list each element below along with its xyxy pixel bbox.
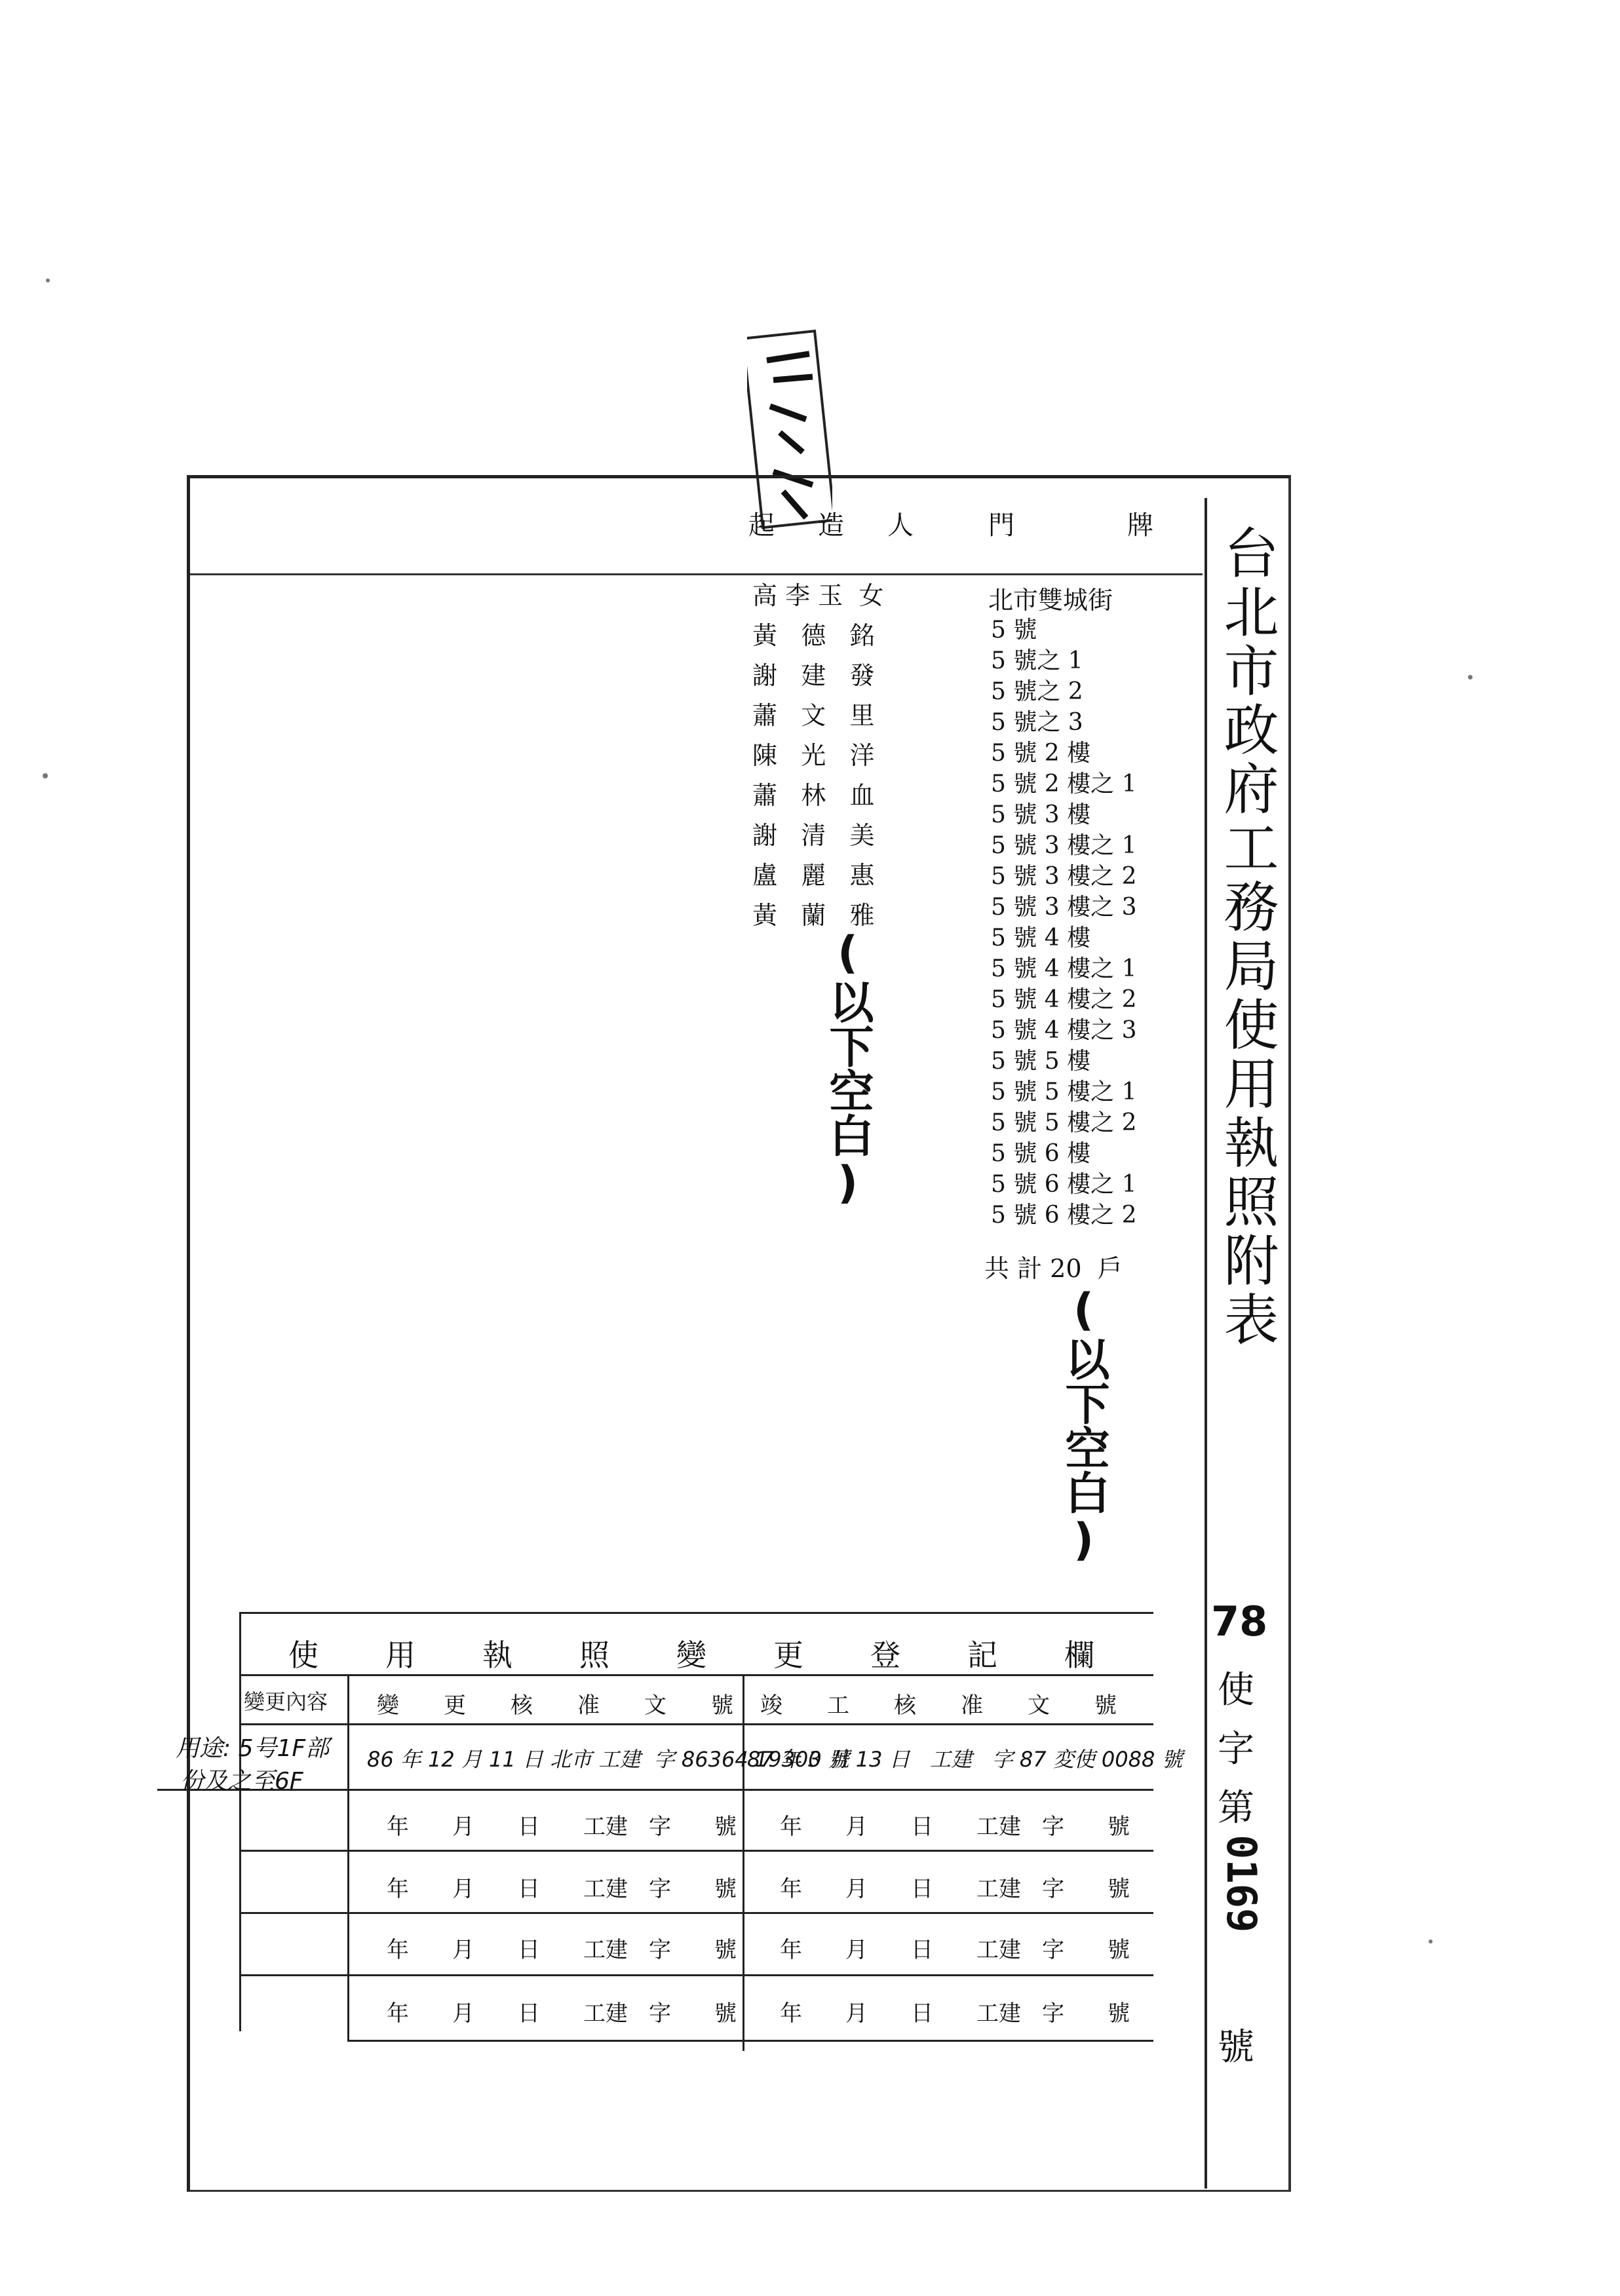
- reg-col-1: [347, 1674, 349, 2041]
- empty-row-complete: 月: [845, 1876, 868, 1902]
- registry-title-char: 照: [579, 1637, 609, 1673]
- builder-name: 謝 建 發: [752, 661, 875, 690]
- address-item: 5 號 3 樓之 3: [991, 894, 1137, 921]
- empty-row-approve: 號: [714, 1937, 737, 1963]
- complete-header-char: 竣: [760, 1693, 782, 1719]
- complete-header-char: 文: [1028, 1693, 1050, 1719]
- approve-header-char: 核: [511, 1693, 533, 1719]
- address-item: 5 號 6 樓之 1: [991, 1171, 1137, 1198]
- empty-row-complete: 字: [1042, 1876, 1064, 1902]
- empty-row-complete: 工建: [976, 2000, 1021, 2027]
- scan-speck: [1429, 1940, 1433, 1943]
- blank-mark-addresses: (以下空白): [1058, 1284, 1109, 1566]
- builder-name: 陳 光 洋: [752, 741, 875, 770]
- address-item: 5 號 3 樓: [991, 801, 1091, 828]
- empty-row-approve: 年: [387, 1814, 409, 1840]
- registry-title-char: 欄: [1064, 1637, 1094, 1673]
- empty-row-approve: 月: [452, 1937, 474, 1963]
- scan-speck: [1468, 675, 1473, 679]
- builder-name: 蕭 林 血: [752, 781, 875, 810]
- builder-name: 謝 清 美: [752, 821, 875, 850]
- builder-name: 高 李 玉 女: [752, 581, 884, 610]
- address-street: 北市雙城街: [988, 586, 1113, 615]
- reg-rule-top: [239, 1612, 1153, 1614]
- empty-row-complete: 號: [1108, 1937, 1130, 1963]
- approve-header-char: 變: [377, 1693, 399, 1719]
- total-households: 共 計 20 戶: [984, 1254, 1123, 1283]
- empty-row-complete: 月: [845, 1814, 868, 1840]
- complete-header-char: 准: [961, 1693, 983, 1719]
- header-rule: [190, 573, 1203, 575]
- address-item: 5 號之 3: [991, 709, 1083, 736]
- entry1-content-line2: 份及之至6F: [180, 1768, 303, 1795]
- empty-row-approve: 月: [452, 2000, 474, 2027]
- address-item: 5 號 6 樓: [991, 1140, 1091, 1167]
- empty-row-approve: 日: [518, 2000, 540, 2027]
- address-item: 5 號之 2: [991, 678, 1083, 705]
- address-item: 5 號 4 樓: [991, 925, 1091, 951]
- registry-title-char: 用: [385, 1637, 415, 1673]
- builder-header-2: 造: [818, 510, 844, 541]
- empty-row-complete: 月: [845, 1937, 868, 1963]
- registry-title-char: 變: [676, 1637, 706, 1673]
- empty-row-approve: 年: [387, 1876, 409, 1902]
- approve-header-char: 號: [711, 1693, 733, 1719]
- builder-name: 黃 德 銘: [752, 621, 875, 650]
- reg-rule-5: [239, 1912, 1153, 1914]
- complete-header-char: 核: [894, 1693, 916, 1719]
- empty-row-complete: 月: [845, 2000, 868, 2027]
- empty-row-complete: 工建: [976, 1937, 1021, 1963]
- empty-row-approve: 月: [452, 1814, 474, 1840]
- entry1-approve: 86 年 12 月 11 日 北市 工建 字 86364 19300 號: [367, 1747, 849, 1772]
- empty-row-approve: 工建: [583, 2000, 628, 2027]
- builder-header-1: 起: [748, 510, 775, 541]
- blank-mark-builders: (以下空白): [822, 927, 874, 1209]
- registry-title-char: 執: [482, 1637, 512, 1673]
- address-item: 5 號之 1: [991, 647, 1083, 674]
- empty-row-complete: 號: [1108, 1876, 1130, 1902]
- reg-rule-2: [239, 1723, 1153, 1725]
- title-separator: [1205, 498, 1207, 2189]
- empty-row-complete: 字: [1042, 2000, 1064, 2027]
- registry-title-char: 記: [967, 1637, 997, 1673]
- empty-row-complete: 日: [911, 1937, 933, 1963]
- empty-row-approve: 工建: [583, 1937, 628, 1963]
- address-item: 5 號 2 樓之 1: [991, 771, 1137, 797]
- address-item: 5 號: [991, 617, 1037, 643]
- license-di: 第: [1218, 1787, 1254, 1829]
- empty-row-approve: 年: [387, 1937, 409, 1963]
- address-header-2: 牌: [1127, 510, 1153, 541]
- address-item: 5 號 3 樓之 1: [991, 832, 1137, 859]
- approve-header-char: 文: [644, 1693, 666, 1719]
- empty-row-complete: 年: [780, 1814, 802, 1840]
- registry-title-char: 更: [773, 1637, 803, 1673]
- empty-row-complete: 字: [1042, 1937, 1064, 1963]
- reg-rule-4: [239, 1850, 1153, 1852]
- reg-col-2: [742, 1674, 744, 2051]
- registry-title-char: 登: [870, 1637, 900, 1673]
- scan-speck: [46, 278, 50, 282]
- empty-row-complete: 號: [1108, 1814, 1130, 1840]
- empty-row-complete: 工建: [976, 1814, 1021, 1840]
- empty-row-approve: 月: [452, 1876, 474, 1902]
- col-content-header: 變更內容: [244, 1689, 328, 1714]
- empty-row-complete: 字: [1042, 1814, 1064, 1840]
- empty-row-approve: 工建: [583, 1876, 628, 1902]
- builder-name: 盧 麗 惠: [752, 861, 875, 890]
- empty-row-approve: 日: [518, 1876, 540, 1902]
- document-title: 台北市政府工務局使用執照附表: [1215, 524, 1279, 1350]
- empty-row-approve: 工建: [583, 1814, 628, 1840]
- reg-rule-7: [347, 2040, 1153, 2042]
- empty-row-approve: 年: [387, 2000, 409, 2027]
- empty-row-complete: 號: [1108, 2000, 1130, 2027]
- address-item: 5 號 4 樓之 3: [991, 1017, 1137, 1044]
- scan-speck: [43, 773, 48, 778]
- builder-name: 黃 蘭 雅: [752, 901, 875, 930]
- empty-row-approve: 號: [714, 1876, 737, 1902]
- empty-row-complete: 日: [911, 1814, 933, 1840]
- reg-rule-6: [239, 1974, 1153, 1976]
- empty-row-approve: 字: [649, 2000, 671, 2027]
- approve-header-char: 准: [577, 1693, 600, 1719]
- entry1-complete: 87 年 3 月 13 日 工建 字 87 変使 0088 號: [747, 1747, 1183, 1772]
- license-number: 0169: [1218, 1835, 1265, 1933]
- license-type: 使: [1218, 1669, 1254, 1712]
- empty-row-approve: 字: [649, 1876, 671, 1902]
- address-item: 5 號 4 樓之 1: [991, 955, 1137, 982]
- empty-row-complete: 日: [911, 2000, 933, 2027]
- address-item: 5 號 6 樓之 2: [991, 1202, 1137, 1229]
- empty-row-approve: 號: [714, 1814, 737, 1840]
- builder-header-3: 人: [887, 510, 914, 541]
- address-item: 5 號 3 樓之 2: [991, 863, 1137, 890]
- empty-row-approve: 日: [518, 1937, 540, 1963]
- address-item: 5 號 5 樓之 1: [991, 1079, 1137, 1105]
- address-item: 5 號 5 樓: [991, 1048, 1091, 1075]
- license-year: 78: [1211, 1598, 1268, 1645]
- empty-row-approve: 日: [518, 1814, 540, 1840]
- address-item: 5 號 2 樓: [991, 740, 1091, 767]
- empty-row-approve: 號: [714, 2000, 737, 2027]
- empty-row-complete: 年: [780, 1937, 802, 1963]
- address-header-1: 門: [988, 510, 1014, 541]
- empty-row-complete: 年: [780, 2000, 802, 2027]
- address-item: 5 號 5 樓之 2: [991, 1109, 1137, 1136]
- empty-row-complete: 年: [780, 1876, 802, 1902]
- entry1-content-line1: 用途: 5号1F部: [176, 1735, 330, 1762]
- license-hao: 號: [1218, 2026, 1254, 2069]
- builder-name: 蕭 文 里: [752, 701, 875, 730]
- reg-rule-3: [157, 1789, 1153, 1791]
- empty-row-complete: 日: [911, 1876, 933, 1902]
- empty-row-approve: 字: [649, 1937, 671, 1963]
- approve-header-char: 更: [444, 1693, 466, 1719]
- complete-header-char: 號: [1094, 1693, 1117, 1719]
- empty-row-approve: 字: [649, 1814, 671, 1840]
- reg-col-0: [239, 1612, 241, 2031]
- license-zi: 字: [1218, 1728, 1254, 1770]
- complete-header-char: 工: [827, 1693, 849, 1719]
- address-item: 5 號 4 樓之 2: [991, 986, 1137, 1013]
- empty-row-complete: 工建: [976, 1876, 1021, 1902]
- registry-title-char: 使: [288, 1637, 318, 1673]
